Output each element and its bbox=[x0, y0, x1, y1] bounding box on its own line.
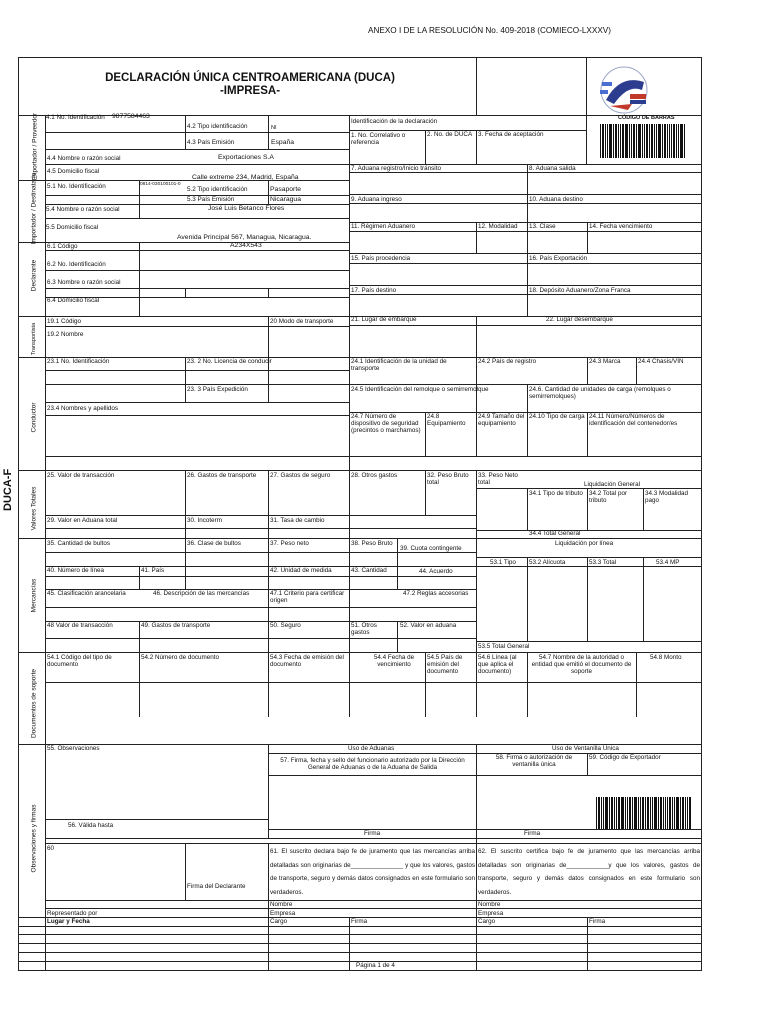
importador-pais-value: Nicaragua bbox=[270, 196, 301, 203]
barcode-bar bbox=[615, 124, 617, 158]
barcode-bar bbox=[669, 797, 671, 829]
valores-33: 33. Peso Neto total bbox=[478, 472, 518, 486]
conductor-246: 24.6. Cantidad de unidades de carga (remolques o semirremolques) bbox=[529, 386, 671, 400]
doc-548: 54.8 Monto bbox=[650, 654, 682, 661]
merc-44: 44. Acuerdo bbox=[419, 568, 453, 575]
barcode-bar bbox=[667, 124, 668, 158]
barcode-bar bbox=[638, 124, 641, 158]
merc-50: 50. Seguro bbox=[270, 622, 301, 629]
merc-40: 40. Número de línea bbox=[47, 567, 105, 574]
merc-35: 35. Cantidad de bultos bbox=[47, 540, 111, 547]
barcode-bar bbox=[621, 797, 624, 829]
firma-1: Firma bbox=[351, 918, 368, 925]
barcode-bar bbox=[611, 797, 613, 829]
field-11: 11. Régimen Aduanero bbox=[351, 223, 415, 230]
barcode-bar bbox=[654, 797, 657, 829]
valores-30: 30. Incoterm bbox=[187, 517, 222, 524]
barcode-bar bbox=[676, 124, 677, 158]
barcode-bar bbox=[674, 797, 675, 829]
exportador-nombre-label: 4.4 Nombre o razón social bbox=[47, 155, 121, 162]
form-title bbox=[90, 72, 410, 98]
title-line-1: DECLARACIÓN ÚNICA CENTROAMERICANA (DUCA) bbox=[105, 72, 395, 84]
logo-divider-2 bbox=[586, 57, 587, 115]
transportista-codigo: 19.1 Código bbox=[47, 318, 81, 325]
exportador-nombre-value: Exportaciones S.A bbox=[218, 154, 274, 161]
frame-right bbox=[701, 57, 702, 970]
barcode-bar bbox=[651, 124, 653, 158]
barcode-bottom bbox=[596, 797, 692, 829]
merc-38: 38. Peso Bruto bbox=[351, 540, 393, 547]
side-title: DUCA-F bbox=[2, 468, 14, 511]
doc-541: 54.1 Código del tipo de documento bbox=[47, 654, 112, 668]
merc-49: 49. Gastos de transporte bbox=[141, 622, 211, 629]
merc-472: 47.2 Reglas accesorias bbox=[403, 590, 469, 597]
field-12: 12. Modalidad bbox=[478, 223, 518, 230]
importador-tipo-value: Pasaporte bbox=[270, 186, 301, 193]
liquidacion-linea: Liquidación por línea bbox=[555, 540, 614, 547]
barcode-bar bbox=[625, 797, 626, 829]
importador-id-value: 0814-030100101-0 bbox=[140, 182, 181, 187]
logo-divider bbox=[476, 57, 477, 115]
barcode-bar bbox=[605, 124, 606, 158]
exportador-id-label: 4.1 No. Identificación bbox=[46, 114, 105, 121]
obs-59: 59. Código de Exportador bbox=[589, 754, 661, 761]
conductor-2411: 24.11 Número/Números de identificación del contenedor/es bbox=[589, 413, 678, 427]
merc-43: 43. Cantidad bbox=[351, 567, 387, 574]
valores-344: 34.4 Total General bbox=[529, 530, 581, 537]
barcode-bar bbox=[602, 124, 604, 158]
merc-532: 53.2 Alícuota bbox=[529, 559, 566, 566]
exportador-domicilio-value: Calle extreme 234, Madrid, España bbox=[192, 174, 299, 181]
section-exportador: Exportador / Proveedor bbox=[31, 112, 39, 181]
barcode-bar bbox=[609, 797, 610, 829]
field-10: 10. Aduana destino bbox=[529, 196, 583, 203]
doc-542: 54.2 Número de documento bbox=[141, 654, 220, 661]
field-9: 9. Aduana ingreso bbox=[351, 196, 402, 203]
field-3: 3. Fecha de aceptación bbox=[478, 131, 544, 138]
barcode-bar bbox=[634, 797, 637, 829]
barcode-bar bbox=[676, 797, 679, 829]
merc-42: 42. Unidad de medida bbox=[270, 567, 332, 574]
declarante-nombre-label: 6.3 Nombre o razón social bbox=[47, 279, 121, 286]
importador-nombre-label: 5.4 Nombre o razón social bbox=[46, 206, 120, 213]
importador-id-label: 5.1 No. Identificación bbox=[47, 183, 106, 190]
barcode-bar bbox=[642, 797, 644, 829]
merc-45: 45. Clasificación arancelaria bbox=[47, 590, 126, 597]
barcode-bar bbox=[625, 124, 628, 158]
conductor-244: 24.4 Chasis/VIN bbox=[638, 358, 684, 365]
barcode-bar bbox=[682, 797, 684, 829]
barcode-bar bbox=[607, 124, 608, 158]
obs-58: 58. Firma o autorización de ventanilla única bbox=[495, 754, 573, 768]
section-conductor: Conductor bbox=[30, 402, 38, 433]
merc-48: 48 Valor de transacción bbox=[47, 622, 113, 629]
exportador-id-value: 9877584463 bbox=[112, 113, 150, 120]
barcode-bar bbox=[644, 124, 645, 158]
barcode-bar bbox=[678, 124, 679, 158]
conductor-243: 24.3 Marca bbox=[589, 358, 621, 365]
barcode-bar bbox=[601, 797, 602, 829]
section-observaciones: Observaciones y firmas bbox=[30, 804, 38, 873]
barcode-bar bbox=[618, 124, 619, 158]
uso-aduanas: Uso de Aduanas bbox=[348, 745, 395, 752]
merc-46: 46. Descripción de las mercancías bbox=[153, 590, 250, 597]
exportador-domicilio-label: 4.5 Domicilio fiscal bbox=[47, 168, 100, 175]
barcode-bar bbox=[658, 124, 661, 158]
obs-62: 62. El suscrito certifica bajo fe de juramento que las mercancías arriba detalladas son originarias de____________y que los valores, gastos de transporte, seguro y demás datos consignados en este formulario son verdaderos. bbox=[478, 848, 700, 896]
cargo-1: Cargo bbox=[270, 918, 288, 925]
field-identificacion: Identificación de la declaración bbox=[351, 118, 438, 125]
transportista-modo: 20 Modo de transporte bbox=[270, 318, 334, 325]
barcode-bar bbox=[596, 797, 597, 829]
barcode-bar bbox=[638, 797, 639, 829]
doc-547: 54.7 Nombre de la autoridad o entidad que emitió el documento de soporte bbox=[531, 654, 632, 675]
barcode-bar bbox=[662, 124, 663, 158]
merc-535: 53.5 Total General bbox=[478, 643, 530, 650]
obs-55: 55. Observaciones bbox=[47, 745, 100, 752]
merc-36: 36. Clase de bultos bbox=[187, 540, 241, 547]
field-2: 2. No. de DUCA bbox=[427, 131, 473, 138]
barcode-bar bbox=[684, 124, 685, 158]
barcode-bar bbox=[629, 797, 631, 829]
field-7: 7. Aduana registro/Inicio tránsito bbox=[351, 165, 441, 172]
merc-52: 52. Valor en aduana bbox=[400, 622, 457, 629]
barcode-bar bbox=[673, 124, 675, 158]
doc-544: 54.4 Fecha de vencimiento bbox=[373, 654, 415, 668]
barcode-bar bbox=[642, 124, 643, 158]
barcode-bar bbox=[680, 797, 681, 829]
conductor-242: 24.2 País de registro bbox=[478, 358, 537, 365]
barcode-bar bbox=[609, 124, 612, 158]
barcode-bar bbox=[627, 797, 628, 829]
barcode-bar bbox=[603, 797, 604, 829]
valores-341: 34.1 Tipo de tributo bbox=[529, 490, 583, 497]
barcode-bar bbox=[605, 797, 608, 829]
barcode-bar bbox=[645, 797, 646, 829]
page-label: Página 1 de 4 bbox=[356, 962, 395, 969]
barcode-bar bbox=[667, 797, 668, 829]
firma-declarante: Firma del Declarante bbox=[187, 883, 246, 890]
firma-ventanilla: Firma bbox=[524, 830, 541, 837]
barcode-bar bbox=[654, 124, 655, 158]
barcode-bar bbox=[671, 124, 672, 158]
barcode-bar bbox=[600, 124, 601, 158]
conductor-247: 24.7 Número de dispositivo de seguridad (precintos o marchamos) bbox=[351, 413, 421, 434]
barcode-bar bbox=[632, 797, 633, 829]
section-importador: Importador / Destinatario bbox=[30, 172, 38, 245]
conductor-234: 23.4 Nombres y apellidos bbox=[47, 405, 119, 412]
valores-25: 25. Valor de transacción bbox=[47, 472, 115, 479]
merc-51: 51. Otros gastos bbox=[351, 622, 377, 636]
lugar-fecha: Lugar y Fecha bbox=[47, 918, 90, 925]
valores-343: 34.3 Modalidad pago bbox=[645, 490, 689, 504]
barcode-bar bbox=[658, 797, 659, 829]
field-16: 16. País Exportación bbox=[529, 255, 588, 262]
barcode-bar bbox=[622, 124, 624, 158]
merc-37: 37. Peso neto bbox=[270, 540, 309, 547]
barcode-bar bbox=[631, 124, 632, 158]
field-14: 14. Fecha vencimiento bbox=[589, 223, 653, 230]
barcode-bar bbox=[689, 797, 691, 829]
header-note: ANEXO I DE LA RESOLUCIÓN No. 409-2018 (COMIECO-LXXXV) bbox=[368, 26, 611, 35]
section-documentos: Documentos de soporte bbox=[30, 669, 38, 739]
declarante-id-label: 6.2 No. Identificación bbox=[47, 261, 106, 268]
representado: Representado por bbox=[47, 910, 98, 917]
barcode-bar bbox=[647, 797, 649, 829]
declarante-domicilio-label: 6.4 Domicilio fiscal bbox=[47, 297, 100, 304]
barcode-bar bbox=[616, 797, 617, 829]
field-18: 18. Depósito Aduanero/Zona Franca bbox=[529, 287, 631, 294]
barcode-bar bbox=[663, 797, 664, 829]
section-declarante: Declarante bbox=[30, 259, 38, 292]
conductor-245: 24.5 Identificación del remolque o semirremolque bbox=[351, 386, 489, 393]
barcode-bar bbox=[633, 124, 635, 158]
barcode-bar bbox=[687, 797, 688, 829]
barcode-bar bbox=[613, 124, 614, 158]
barcode-bar bbox=[685, 797, 686, 829]
declarante-codigo-value: A234X543 bbox=[230, 242, 262, 249]
importador-domicilio-value: Avenida Principal 567, Managua, Nicaragua. bbox=[177, 234, 312, 241]
field-22: 22. Lugar desembarque bbox=[546, 316, 613, 323]
obs-61: 61. El suscrito declara bajo fe de juramento que las mercancías arriba detalladas son originarias de_______________ y que los valores, gastos de transporte, seguro y demás datos consignados en este formulario son verdaderos. bbox=[270, 848, 475, 896]
nombre-1: Nombre bbox=[270, 901, 293, 908]
frame-top bbox=[18, 57, 702, 58]
barcode-bar bbox=[618, 797, 620, 829]
barcode-bar bbox=[614, 797, 615, 829]
conductor-249: 24.9 Tamaño del equipamiento bbox=[478, 413, 525, 427]
barcode-bar bbox=[650, 797, 651, 829]
merc-533: 53.3 Total bbox=[589, 559, 617, 566]
empresa-1: Empresa bbox=[270, 910, 296, 917]
barcode-bar bbox=[660, 797, 662, 829]
field-15: 15. País procedencia bbox=[351, 255, 411, 262]
barcode-bar bbox=[640, 797, 641, 829]
barcode-bar bbox=[680, 124, 683, 158]
barcode-bar bbox=[652, 797, 653, 829]
conductor-233: 23. 3 País Expedición bbox=[187, 386, 248, 393]
barcode-bar bbox=[656, 124, 657, 158]
valores-28: 28. Otros gastos bbox=[351, 472, 398, 479]
nombre-2: Nombre bbox=[478, 901, 501, 908]
exportador-pais-value: España bbox=[271, 139, 295, 146]
barcode-top bbox=[600, 124, 686, 158]
conductor-248: 24.8 Equipamiento bbox=[427, 413, 466, 427]
valores-31: 31. Tasa de cambio bbox=[270, 517, 325, 524]
conductor-231: 23.1 No. Identificación bbox=[47, 358, 110, 365]
barcode-bar bbox=[665, 797, 666, 829]
section-valores: Valores Totales bbox=[30, 486, 38, 531]
section-transportista: Transportista bbox=[31, 322, 37, 356]
uso-ventanilla: Uso de Ventanilla Única bbox=[552, 745, 619, 752]
section-divider bbox=[45, 115, 46, 970]
exportador-pais-label: 4.3 País Emisión bbox=[187, 139, 235, 146]
conductor-232: 23. 2 No. Licencia de conducir bbox=[187, 358, 272, 365]
valores-26: 26. Gastos de transporte bbox=[187, 472, 257, 479]
sieca-seal-logo bbox=[592, 60, 662, 115]
cargo-2: Cargo bbox=[478, 918, 496, 925]
empresa-2: Empresa bbox=[478, 910, 504, 917]
field-21: 21. Lugar de embarque bbox=[351, 316, 417, 323]
conductor-2410: 24.10 Tipo de carga bbox=[529, 413, 585, 420]
valores-27: 27. Gastos de seguro bbox=[270, 472, 331, 479]
barcode-bar bbox=[598, 797, 600, 829]
merc-471: 47.1 Criterio para certificar origen bbox=[270, 590, 345, 604]
importador-pais-label: 5.3 País Emisión bbox=[187, 196, 235, 203]
obs-57: 57. Firma, fecha y sello del funcionario autorizado por la Dirección General de Aduanas o de la Aduana de Salida bbox=[280, 757, 465, 771]
barcode-label: CÓDIGO DE BARRAS bbox=[618, 115, 675, 121]
obs-56: 56. Válida hasta bbox=[68, 822, 114, 829]
field-17: 17. País destino bbox=[351, 287, 397, 294]
field-8: 8. Aduana salida bbox=[529, 165, 576, 172]
barcode-bar bbox=[664, 124, 666, 158]
firma-2: Firma bbox=[589, 918, 606, 925]
title-line-2: -IMPRESA- bbox=[219, 85, 281, 97]
conductor-241: 24.1 Identificación de la unidad de transporte bbox=[351, 358, 447, 372]
frame-left bbox=[18, 57, 19, 970]
transportista-nombre: 19.2 Nombre bbox=[47, 331, 84, 338]
doc-546: 54.6 Línea (al que aplica el documento) bbox=[478, 654, 517, 675]
field-1: 1. No. Correlativo o referencia bbox=[351, 132, 406, 146]
doc-543: 54.3 Fecha de emisión del documento bbox=[270, 654, 344, 668]
field-13: 13. Clase bbox=[529, 223, 556, 230]
valores-29: 29. Valor en Aduana total bbox=[47, 517, 118, 524]
exportador-tipo-value: NI bbox=[271, 125, 277, 131]
obs-60: 60 bbox=[47, 845, 55, 852]
barcode-bar bbox=[669, 124, 670, 158]
barcode-bar bbox=[672, 797, 673, 829]
barcode-bar bbox=[646, 124, 648, 158]
barcode-bar bbox=[620, 124, 621, 158]
barcode-bar bbox=[629, 124, 630, 158]
importador-tipo-label: 5.2 Tipo identificación bbox=[187, 186, 248, 193]
valores-32: 32. Peso Bruto total bbox=[427, 472, 469, 486]
importador-nombre-value: José Luis Betanco Flores bbox=[208, 205, 285, 212]
merc-41: 41. País bbox=[141, 567, 165, 574]
section-mercancias: Mercancías bbox=[30, 578, 38, 613]
merc-534: 53.4 MP bbox=[656, 559, 680, 566]
merc-39: 39. Cuota contingente bbox=[400, 545, 462, 552]
declarante-codigo-label: 6.1 Código bbox=[47, 243, 78, 250]
barcode-bar bbox=[649, 124, 650, 158]
firma-aduana: Firma bbox=[364, 830, 381, 837]
merc-531: 53.1 Tipo bbox=[490, 559, 516, 566]
doc-545: 54.5 País de emisión del documento bbox=[427, 654, 463, 675]
barcode-bar bbox=[636, 124, 637, 158]
liquidacion-general: Liquidación General bbox=[584, 481, 641, 488]
importador-domicilio-label: 5.5 Domicilio fiscal bbox=[46, 224, 99, 231]
valores-342: 34.2 Total por tributo bbox=[589, 490, 628, 504]
exportador-tipo-label: 4.2 Tipo identificación bbox=[187, 123, 248, 130]
